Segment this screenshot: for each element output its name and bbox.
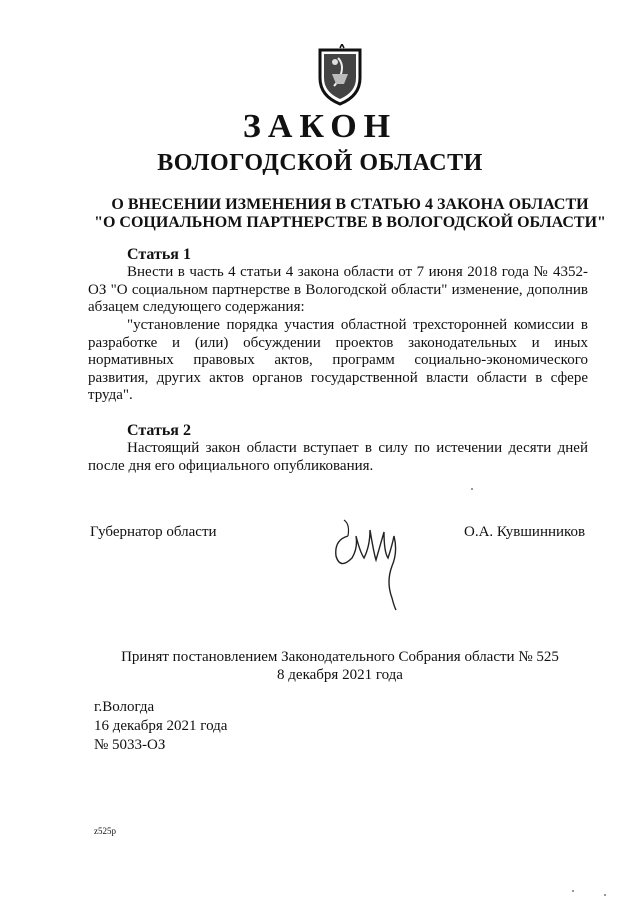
coat-of-arms-emblem: [314, 44, 366, 106]
article-2-heading: Статья 2: [127, 422, 191, 439]
article-2-paragraph-1-text: Настоящий закон области вступает в силу по истечении десяти дней после дня его официального опубликования.: [88, 440, 588, 474]
adoption-note: [60, 648, 620, 684]
article-1-paragraph-1-text: Внести в часть 4 статьи 4 закона области от 7 июня 2018 года № 4352-ОЗ "О социальном партнерстве в Вологодской области" изменение, дополнив абзацем следующего содержания:: [88, 264, 588, 315]
article-1-paragraph-2: [88, 317, 588, 405]
article-1-paragraph-1: [88, 264, 588, 317]
signatory-name: О.А. Кувшинников: [464, 524, 586, 540]
scan-speck: [471, 488, 473, 490]
signatory-position: Губернатор области: [90, 524, 217, 540]
law-subject-title: [70, 196, 630, 232]
scan-speck: [572, 890, 574, 892]
place-and-date-block: [94, 698, 227, 755]
city: г.Вологда: [94, 699, 155, 715]
signing-date: 16 декабря 2021 года: [94, 718, 228, 734]
law-number: № 5033-ОЗ: [94, 737, 166, 753]
handwritten-signature: [326, 506, 416, 616]
article-1-paragraph-2-text: "установление порядка участия областной трехсторонней комиссии в разработке и (или) обсуждении проектов законодательных и иных нормативных правовых актов, программ социально-экономического развития, других актов органов государственной власти области в сфере труда".: [88, 317, 588, 403]
adoption-date: 8 декабря 2021 года: [277, 667, 403, 683]
scan-speck: [604, 894, 606, 896]
article-1-heading: Статья 1: [127, 246, 191, 263]
subtitle-line-1: О ВНЕСЕНИИ ИЗМЕНЕНИЯ В СТАТЬЮ 4 ЗАКОНА ОБЛАСТИ: [111, 196, 589, 213]
document-type-title: ЗАКОН: [242, 108, 398, 145]
region-title: ВОЛОГОДСКОЙ ОБЛАСТИ: [157, 150, 483, 176]
document-code: z525p: [94, 826, 116, 836]
adoption-resolution: Принят постановлением Законодательного Собрания области № 525: [121, 649, 559, 665]
subtitle-line-2: "О СОЦИАЛЬНОМ ПАРТНЕРСТВЕ В ВОЛОГОДСКОЙ ОБЛАСТИ": [94, 214, 606, 231]
article-2-paragraph-1: [88, 440, 588, 475]
